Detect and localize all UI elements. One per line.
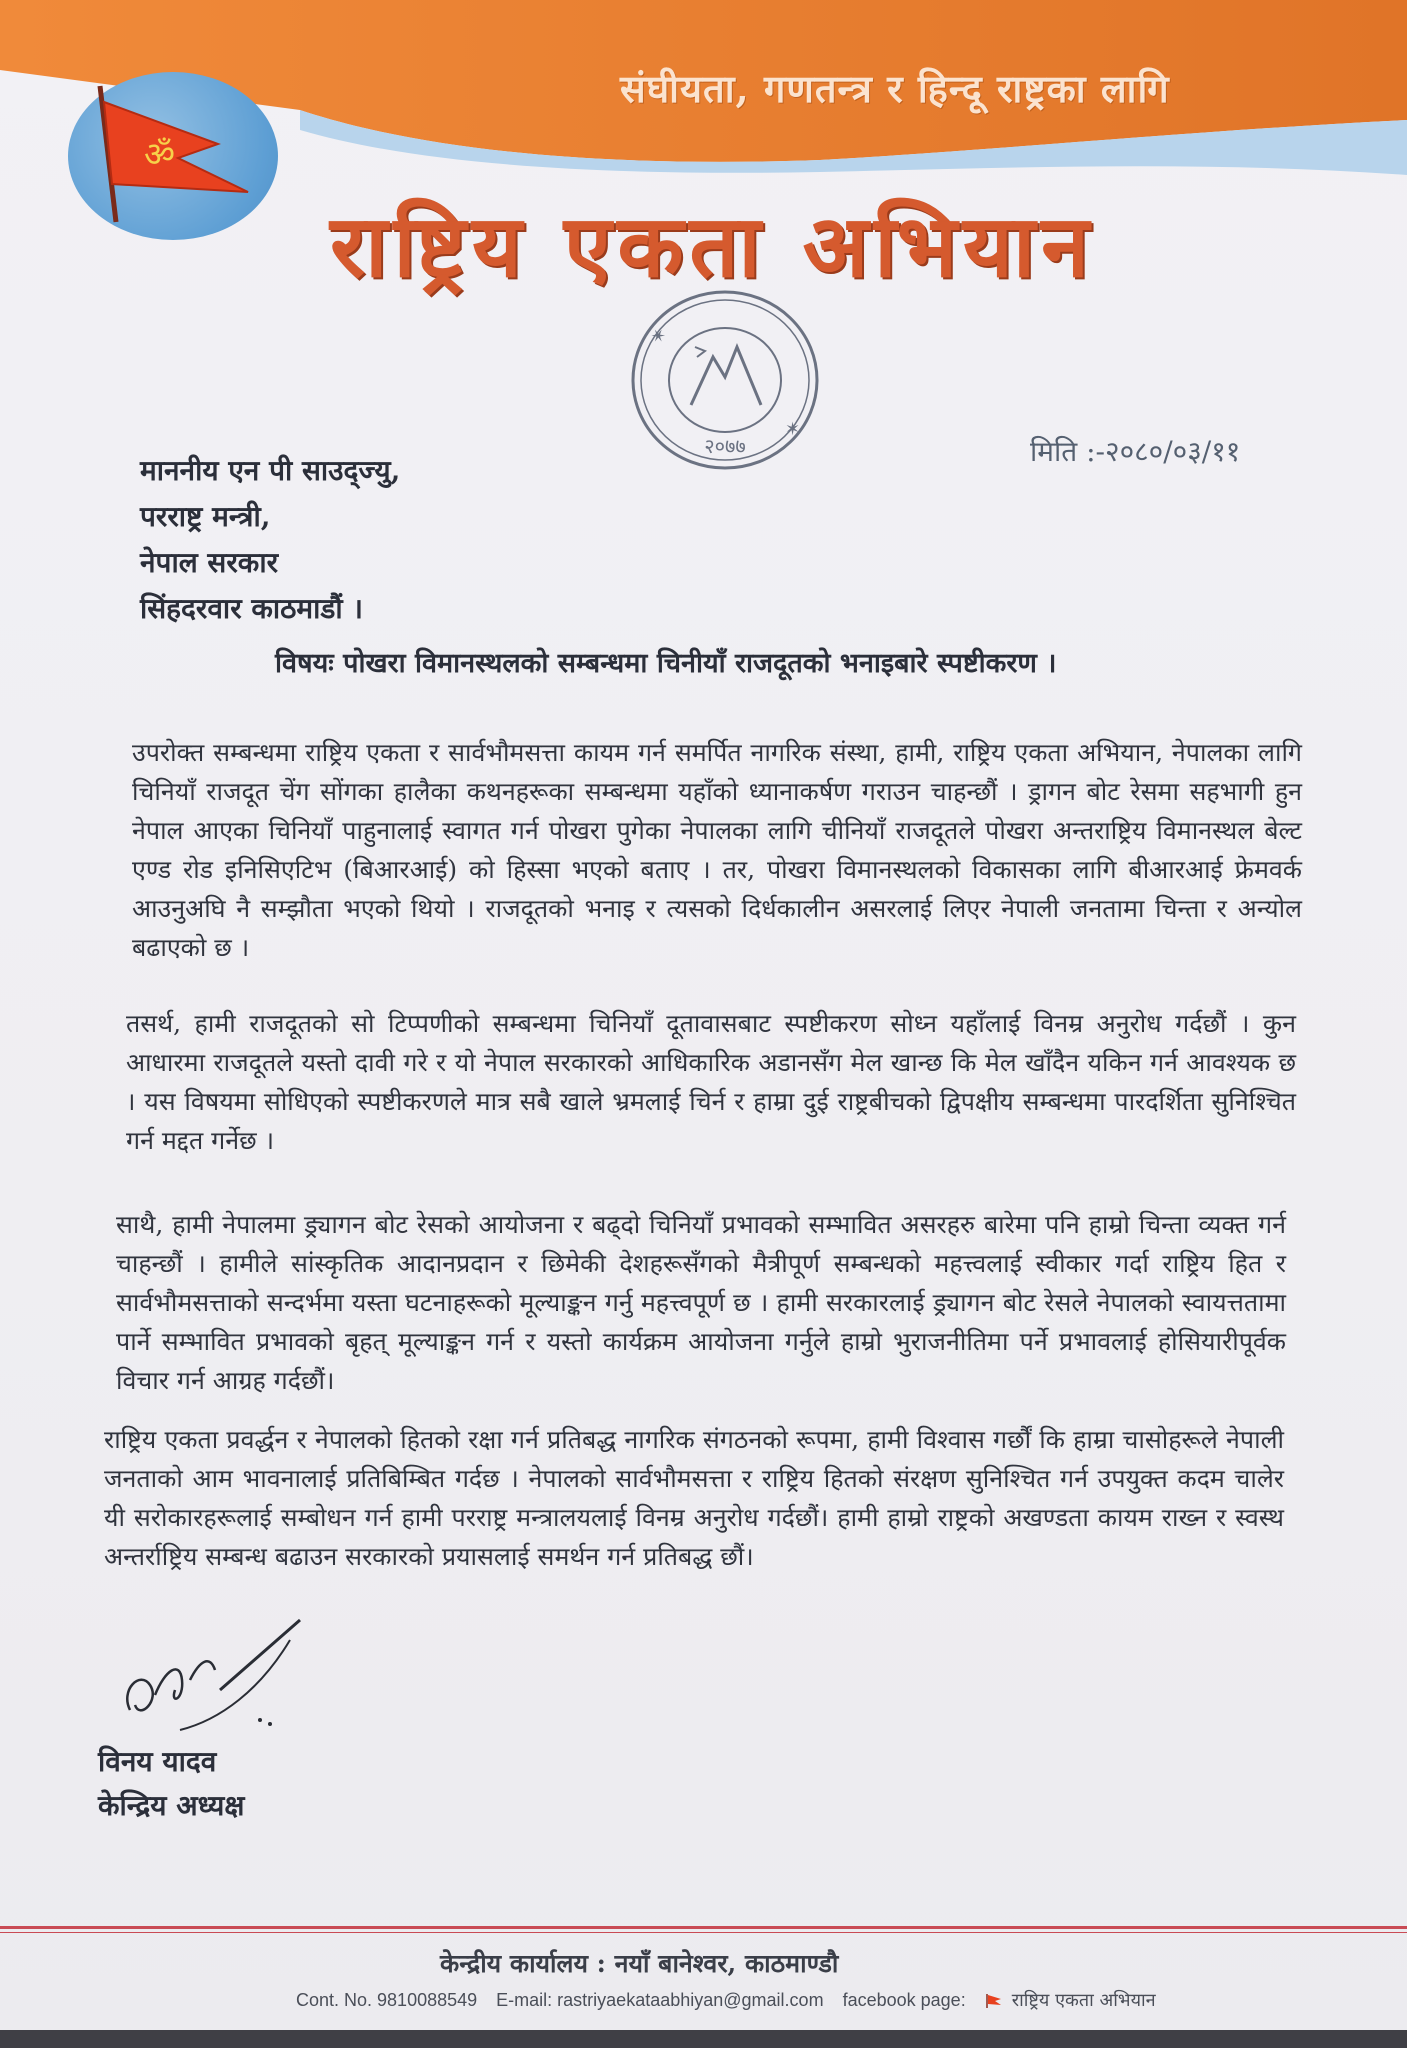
org-seal-stamp <box>625 285 825 475</box>
om-symbol: ॐ <box>144 135 176 175</box>
recipient-line: परराष्ट्र मन्त्री, <box>140 500 271 533</box>
body-paragraph: साथै, हामी नेपालमा ड्र्यागन बोट रेसको आयोजना र बढ्दो चिनियाँ प्रभावको सम्भावित असरहरु बारेमा पनि हाम्रो चिन्ता व्यक्त गर्न चाहन्छौं । हामीले सांस्कृतिक आदानप्रदान र छिमेकी देशहरूसँगको मैत्रीपूर्ण सम्बन्धको महत्त्वलाई स्वीकार गर्दा राष्ट्रिय हित र सार्वभौमसत्ताको सन्दर्भमा यस्ता घटनाहरूको मूल्याङ्कन गर्नु महत्त्वपूर्ण छ । हामी सरकारलाई ड्र्यागन बोट रेसले नेपालको स्वायत्ततामा पार्ने सम्भावित प्रभावको बृहत् मूल्याङ्कन गर्न र यस्तो कार्यक्रम आयोजना गर्नुले हाम्रो भुराजनीतिमा पर्ने प्रभावलाई होसियारीपूर्वक विचार गर्न आग्रह गर्दछौं। <box>116 1210 1286 1395</box>
flag-icon <box>985 1993 1003 2009</box>
svg-text:✶: ✶ <box>647 323 671 350</box>
signer-block <box>98 1740 245 1828</box>
facebook-label: facebook page: <box>842 1990 966 2010</box>
tagline: संघीयता, गणतन्त्र र हिन्दू राष्ट्रका लागि <box>620 66 1170 111</box>
recipient-line: माननीय एन पी साउद्ज्यु, <box>140 454 401 487</box>
recipient-address <box>140 448 400 632</box>
body-paragraph: तसर्थ, हामी राजदूतको सो टिप्पणीको सम्बन्धमा चिनियाँ दूतावासबाट स्पष्टीकरण सोध्न यहाँलाई विनम्र अनुरोध गर्दछौं । कुन आधारमा राजदूतले यस्तो दावी गरे र यो नेपाल सरकारको आधिकारिक अडानसँग मेल खान्छ कि मेल खाँदैन यकिन गर्न आवश्यक छ । यस विषयमा सोधिएको स्पष्टीकरणले मात्र सबै खाले भ्रमलाई चिर्न र हाम्रा दुई राष्ट्रबीचको द्विपक्षीय सम्बन्धमा पारदर्शिता सुनिश्चित गर्न मद्दत गर्नेछ । <box>126 1009 1296 1155</box>
letter-date: मिति :-२०८०/०३/११ <box>1030 435 1241 468</box>
contact-number: Cont. No. 9810088549 <box>296 1990 478 2010</box>
contact-email: E-mail: rastriyaekataabhiyan@gmail.com <box>496 1990 824 2010</box>
recipient-line: नेपाल सरकार <box>140 546 279 579</box>
org-logo <box>68 72 278 240</box>
photo-edge <box>0 2030 1407 2048</box>
handwritten-signature <box>110 1600 310 1760</box>
recipient-line: सिंहदरवार काठमाडौं । <box>140 592 364 625</box>
facebook-page-name: राष्ट्रिय एकता अभियान <box>1011 1990 1156 2011</box>
saffron-flag-icon <box>68 72 278 240</box>
letter-subject: विषयः पोखरा विमानस्थलको सम्बन्धमा चिनीयाँ राजदूतको भनाइबारे स्पष्टीकरण । <box>275 648 1057 679</box>
footer-divider <box>0 1932 1407 1933</box>
body-paragraph: उपरोक्त सम्बन्धमा राष्ट्रिय एकता र सार्वभौमसत्ता कायम गर्न समर्पित नागरिक संस्था, हामी, राष्ट्रिय एकता अभियान, नेपालका लागि चिनियाँ राजदूत चेंग सोंगका हालैका कथनहरूका सम्बन्धमा यहाँको ध्यानाकर्षण गराउन चाहन्छौं । ड्रागन बोट रेसमा सहभागी हुन नेपाल आएका चिनियाँ पाहुनालाई स्वागत गर्न पोखरा पुगेका नेपालका लागि चीनियाँ राजदूतले पोखरा अन्तराष्ट्रिय विमानस्थल बेल्ट एण्ड रोड इनिसिएटिभ (बिआरआई) को हिस्सा भएको बताए । तर, पोखरा विमानस्थलको विकासका लागि बीआरआई फ्रेमवर्क आउनुअघि नै सम्झौता भएको थियो । राजदूतको भनाइ र त्यसको दिर्धकालीन असरलाई लिएर नेपाली जनतामा चिन्ता र अन्योल बढाएको छ । <box>132 738 1302 962</box>
seal-year: २०७७ <box>704 434 746 458</box>
signer-name: विनय यादव <box>98 1745 217 1778</box>
body-paragraph: राष्ट्रिय एकता प्रवर्द्धन र नेपालको हितको रक्षा गर्न प्रतिबद्ध नागरिक संगठनको रूपमा, हामी विश्वास गर्छौं कि हाम्रा चासोहरूले नेपाली जनताको आम भावनालाई प्रतिबिम्बित गर्दछ । नेपालको सार्वभौमसत्ता र राष्ट्रिय हितको संरक्षण सुनिश्चित गर्न उपयुक्त कदम चालेर यी सरोकारहरूलाई सम्बोधन गर्न हामी परराष्ट्र मन्त्रालयलाई विनम्र अनुरोध गर्दछौं। हामी हाम्रो राष्ट्रको अखण्डता कायम राख्न र स्वस्थ अन्तर्राष्ट्रिय सम्बन्ध बढाउन सरकारको प्रयासलाई समर्थन गर्न प्रतिबद्ध छौं। <box>104 1425 1284 1571</box>
footer-divider <box>0 1926 1407 1929</box>
signer-title: केन्द्रिय अध्यक्ष <box>98 1789 245 1822</box>
svg-text:✶: ✶ <box>785 419 801 440</box>
office-address: केन्द्रीय कार्यालय : नयाँ बानेश्वर, काठमाण्डौ <box>440 1949 839 1978</box>
contact-info <box>296 1988 1170 2012</box>
org-title: राष्ट्रिय एकता अभियान <box>330 196 1095 297</box>
